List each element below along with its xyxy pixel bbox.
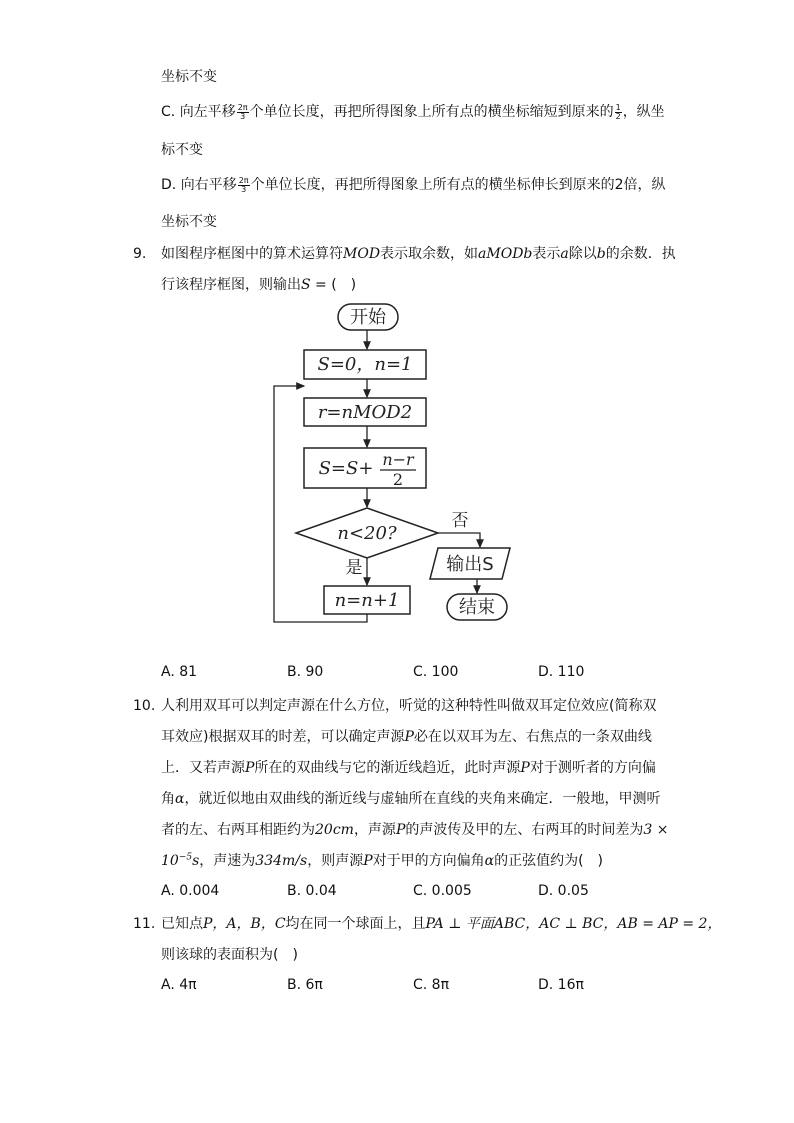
sum-numerator: n−r <box>382 450 414 469</box>
q8-tail: 坐标不变 <box>161 69 217 85</box>
flowchart <box>270 298 526 628</box>
end-label: 结束 <box>459 597 495 618</box>
q10-option-c: C. 0.005 <box>413 883 472 899</box>
q8-option-d-line2: 坐标不变 <box>161 214 217 230</box>
sum-denominator: 2 <box>392 470 404 489</box>
q9-number: 9. <box>133 246 147 262</box>
fraction: $\frac{2\pi}{3}$ <box>238 175 249 194</box>
q8-option-c-line2: 标不变 <box>161 142 203 158</box>
q11-option-b: B. 6π <box>287 977 323 993</box>
mod-label: r=nMOD2 <box>317 402 413 423</box>
init-label: S=0，n=1 <box>317 354 413 375</box>
option-letter: C. <box>161 104 176 120</box>
q10-line4: 角α，就近似地由双曲线的渐近线与虚轴所在直线的夹角来确定．一般地，甲测听 <box>161 791 661 807</box>
q11-option-c: C. 8π <box>413 977 450 993</box>
q11-line2: 则该球的表面积为( ) <box>161 947 298 963</box>
q10-line2: 耳效应)根据双耳的时差，可以确定声源P必在以双耳为左、右焦点的一条双曲线 <box>161 729 652 745</box>
start-label: 开始 <box>350 307 386 328</box>
q10-line1: 人利用双耳可以判定声源在什么方位，听觉的这种特性叫做双耳定位效应(简称双 <box>161 698 657 714</box>
q9-option-c: C. 100 <box>413 664 459 680</box>
q11-option-a: A. 4π <box>161 977 197 993</box>
q10-option-b: B. 0.04 <box>287 883 337 899</box>
q11-option-d: D. 16π <box>538 977 584 993</box>
q9-stem-line2: 行该程序框图，则输出S = ( ) <box>161 277 357 293</box>
q10-line5: 者的左、右两耳相距约为20cm，声源P的声波传及甲的左、右两耳的时间差为3 × <box>161 822 669 838</box>
q11-number: 11. <box>133 916 156 932</box>
fraction: $\frac{2\pi}{3}$ <box>237 102 248 121</box>
fraction: $\frac{1}{2}$ <box>615 102 621 121</box>
q9-stem-line1: 如图程序框图中的算术运算符MOD表示取余数，如aMODb表示a除以b的余数．执 <box>161 246 676 262</box>
q10-option-d: D. 0.05 <box>538 883 589 899</box>
output-label: 输出S <box>446 554 494 575</box>
q10-line6: $10^{-5}s$，声速为334m/s，则声源P对于甲的方向偏角α的正弦值约为( ) <box>161 852 604 869</box>
q9-option-d: D. 110 <box>538 664 585 680</box>
increment-label: n=n+1 <box>334 590 400 611</box>
q9-option-a: A. 81 <box>161 664 198 680</box>
q8-option-c: C. 向左平移 $\frac{2\pi}{3}$ 个单位长度，再把所得图象上所有点的横坐标缩短到原来的 $\frac{1}{2}$ ，纵坐 <box>161 102 665 121</box>
q10-line3: 上．又若声源P所在的双曲线与它的渐近线趋近，此时声源P对于测听者的方向偏 <box>161 760 656 776</box>
option-letter: D. <box>161 177 177 193</box>
q9-option-b: B. 90 <box>287 664 324 680</box>
condition-label: n<20? <box>337 523 397 544</box>
sum-prefix-label: S=S+ <box>318 458 374 479</box>
yes-label: 是 <box>345 558 363 578</box>
q11-line1: 已知点P，A，B，C均在同一个球面上，且PA ⊥ 平面ABC，AC ⊥ BC，AB = AP = 2， <box>161 916 722 932</box>
q10-number: 10. <box>133 698 156 714</box>
q8-option-d: D. 向右平移 $\frac{2\pi}{3}$ 个单位长度，再把所得图象上所有点的横坐标伸长到原来的2倍，纵 <box>161 175 666 194</box>
no-label: 否 <box>451 511 469 531</box>
q10-option-a: A. 0.004 <box>161 883 220 899</box>
